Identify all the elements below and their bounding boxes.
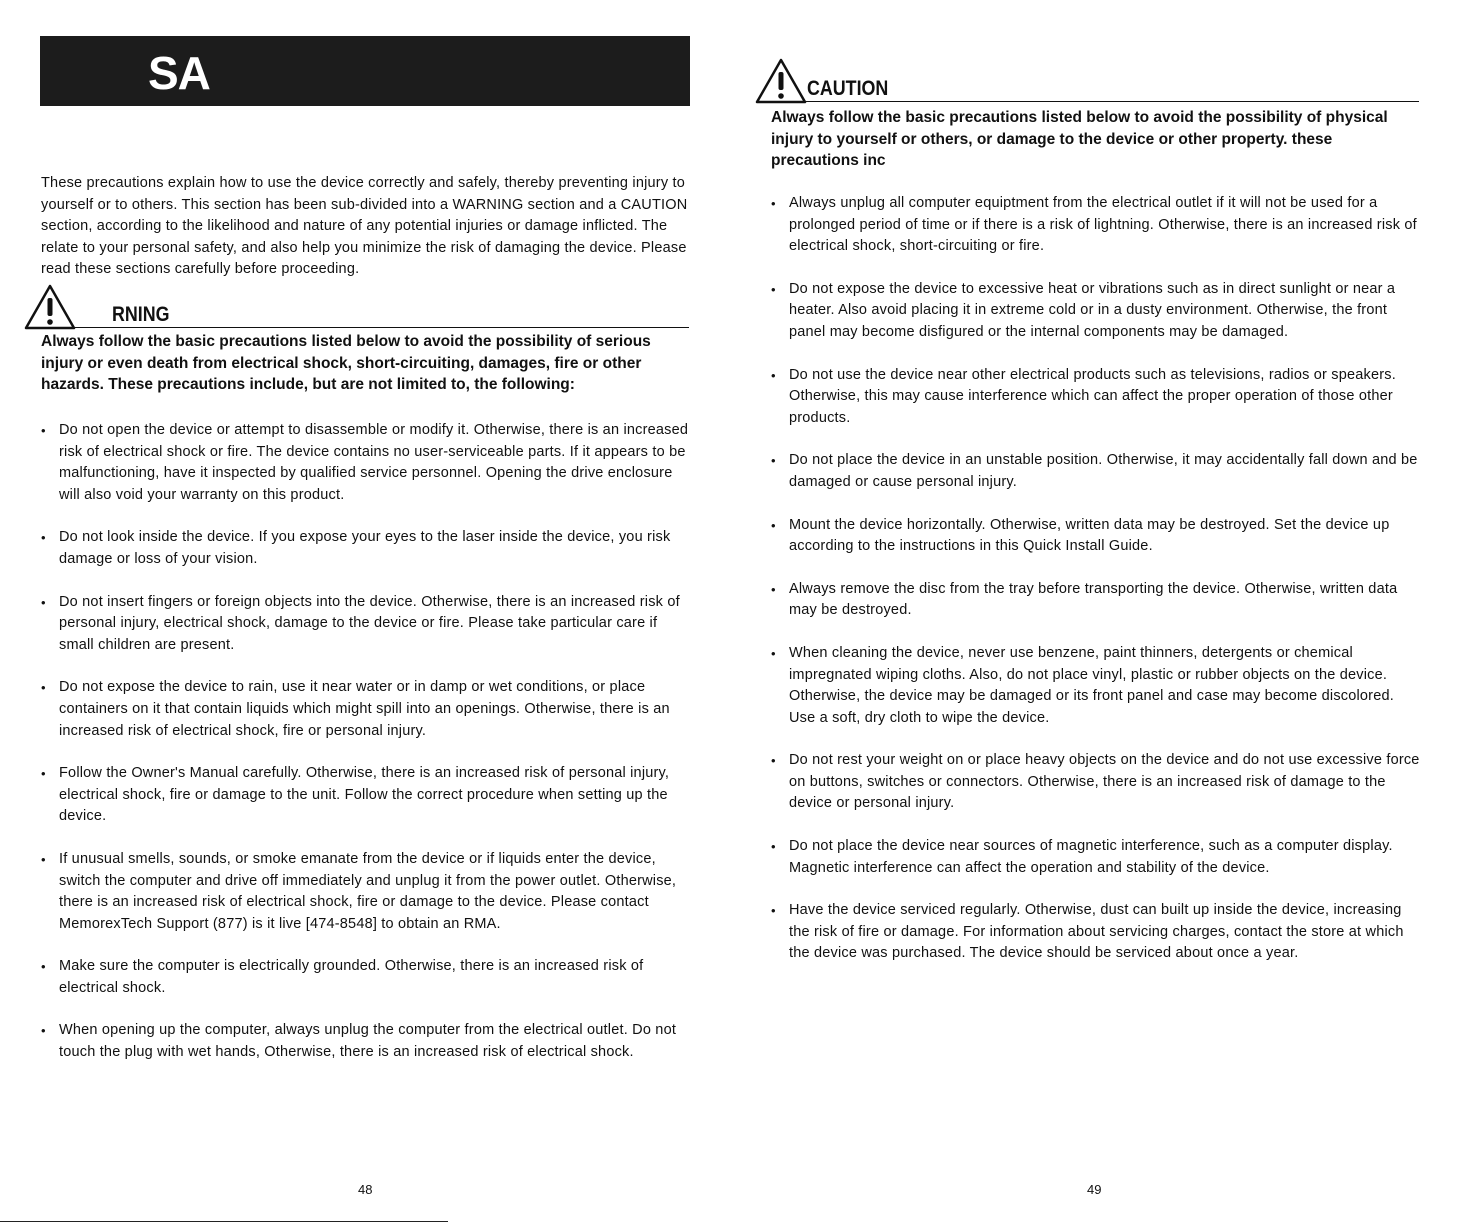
caution-heading xyxy=(755,66,1419,102)
caution-item: • Do not place the device near sources of magnetic interference, such as a computer display. Magnetic interference can affect the operation and stability of the device. xyxy=(771,836,1421,879)
warning-item: • Do not expose the device to rain, use it near water or in damp or wet conditions, or place containers on it that contain liquids which might spill into an openings. Otherwise, there is an increased risk of electrical shock, fire or personal injury. xyxy=(41,677,691,742)
page-number-left: 48 xyxy=(358,1182,373,1197)
caution-lead: Always follow the basic precautions listed below to avoid the possibility of physical injury to yourself or others, or damage to the device or other property. these precautions inc xyxy=(771,109,1388,169)
caution-item: • Do not use the device near other electrical products such as televisions, radios or speakers. Otherwise, this may cause interference which can affect the proper operation of those other products. xyxy=(771,365,1421,430)
warning-rule xyxy=(70,327,689,328)
caution-item: • Do not place the device in an unstable position. Otherwise, it may accidentally fall down and be damaged or cause personal injury. xyxy=(771,450,1421,493)
caution-item: • Mount the device horizontally. Otherwise, written data may be destroyed. Set the device up according to the instructions in this Quick Install Guide. xyxy=(771,515,1421,558)
caution-item: • Do not expose the device to excessive heat or vibrations such as in direct sunlight or near a heater. Also avoid placing it in extreme cold or in a dusty environment. Otherwise, the front panel may become disfigured or the internal components may be damaged. xyxy=(771,279,1421,344)
page-number-right: 49 xyxy=(1087,1182,1102,1197)
right-page xyxy=(729,0,1459,1225)
warning-item: • If unusual smells, sounds, or smoke emanate from the device or if liquids enter the device, switch the computer and drive off immediately and unplug it from the power outlet. Otherwise, there is an increased risk of electrical shock, fire or damage to the device. Please contact MemorexTech Support (877) is it live [474-8548] to obtain an RMA. xyxy=(41,849,691,935)
caution-item: • When cleaning the device, never use benzene, paint thinners, detergents or chemical impregnated wiping cloths. Also, do not place vinyl, plastic or rubber objects on the device. Otherwise, the device may be damaged or its front panel and case may become discolored. Use a soft, dry cloth to wipe the device. xyxy=(771,643,1421,729)
caution-item: • Do not rest your weight on or place heavy objects on the device and do not use excessive force on buttons, switches or connectors. Otherwise, there is an increased risk of damage to the device or personal injury. xyxy=(771,750,1421,815)
warning-item: • Follow the Owner's Manual carefully. Otherwise, there is an increased risk of personal injury, electrical shock, fire or damage to the unit. Follow the correct procedure when setting up the device. xyxy=(41,763,691,828)
warning-item: • Make sure the computer is electrically grounded. Otherwise, there is an increased risk of electrical shock. xyxy=(41,956,691,999)
warning-triangle-icon xyxy=(755,58,807,104)
warning-item: • Do not insert fingers or foreign objects into the device. Otherwise, there is an increased risk of personal injury, electrical shock, damage to the device or fire. Please take particular care if small children are present. xyxy=(41,592,691,657)
warning-heading xyxy=(24,292,689,328)
warning-item: • Do not open the device or attempt to disassemble or modify it. Otherwise, there is an increased risk of electrical shock or fire. The device contains no user-serviceable parts. If it appears to be malfunctioning, have it inspected by qualified service personnel. Opening the drive enclosure will also void your warranty on this product. xyxy=(41,420,691,506)
bottom-rule xyxy=(0,1221,448,1222)
caution-item: • Have the device serviced regularly. Otherwise, dust can built up inside the device, increasing the risk of fire or damage. For information about servicing charges, contact the store at which the device was purchased. The device should be serviced about once a year. xyxy=(771,900,1421,965)
warning-item: • Do not look inside the device. If you expose your eyes to the laser inside the device, you risk damage or loss of your vision. xyxy=(41,527,691,570)
intro-paragraph: These precautions explain how to use the device correctly and safely, thereby preventing injury to yourself or to others. This section has been sub-divided into a WARNING section and a CAUTION section, according to the likelihood and nature of any potential injuries or damage inflicted. The relate to your personal safety, and also help you minimize the risk of damaging the device. Please read these sections carefully before proceeding. xyxy=(41,175,688,278)
caution-title: CAUTION xyxy=(807,77,889,100)
warning-title: RNING xyxy=(112,303,170,326)
warning-triangle-icon xyxy=(24,284,76,330)
caution-item: • Always remove the disc from the tray before transporting the device. Otherwise, written data may be destroyed. xyxy=(771,579,1421,622)
title-bar xyxy=(40,36,690,106)
caution-item: • Always unplug all computer equiptment from the electrical outlet if it will not be used for a prolonged period of time or if there is a risk of lightning. Otherwise, there is an increased risk of electrical shock, short-circuiting or fire. xyxy=(771,193,1421,258)
left-page xyxy=(0,0,729,1225)
warning-lead: Always follow the basic precautions listed below to avoid the possibility of serious injury or even death from electrical shock, short-circuiting, damages, fire or other hazards. These precautions include, but are not limited to, the following: xyxy=(41,333,651,393)
warning-item: • When opening up the computer, always unplug the computer from the electrical outlet. Do not touch the plug with wet hands, Otherwise, there is an increased risk of electrical shock. xyxy=(41,1020,691,1063)
page-title: SA xyxy=(148,47,210,99)
caution-rule xyxy=(801,101,1419,102)
warning-list xyxy=(41,420,691,1064)
caution-list xyxy=(771,193,1421,965)
